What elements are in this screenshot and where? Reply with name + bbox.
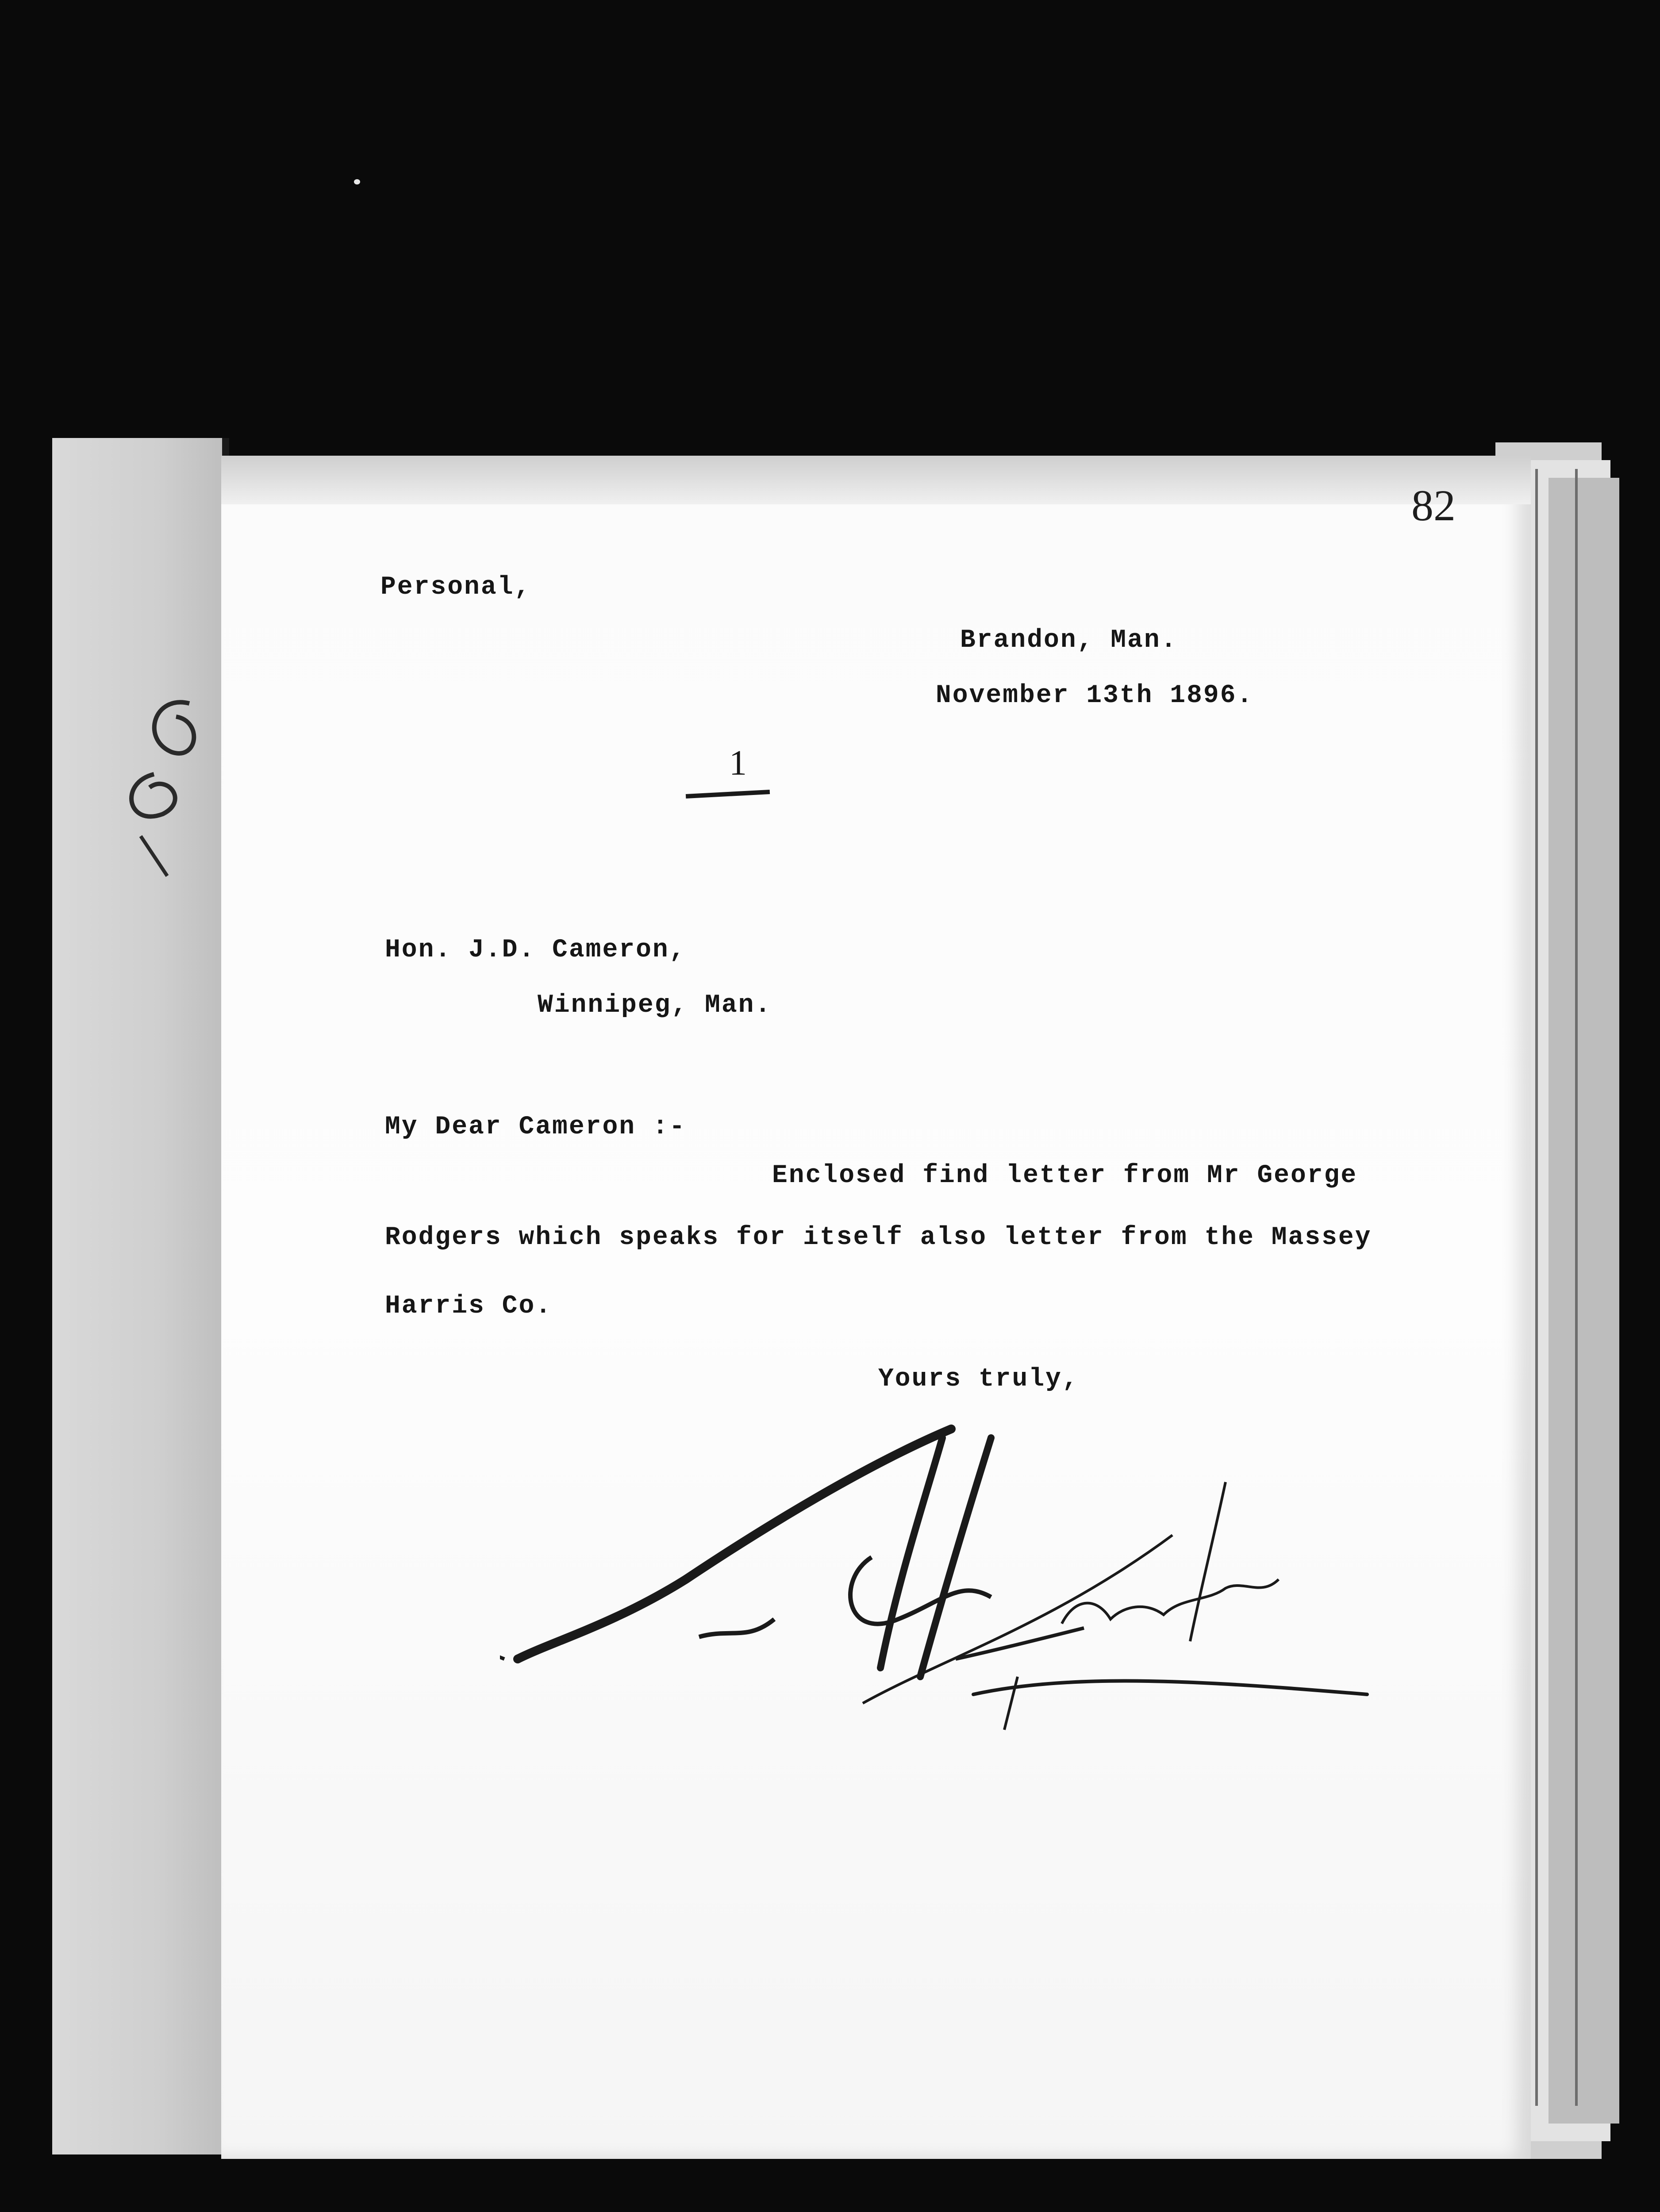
page-number: 82 [1411, 481, 1456, 530]
letter-date: November 13th 1896. [936, 681, 1254, 710]
handwritten-margin-mark [101, 668, 216, 889]
handwritten-signature [500, 1411, 1376, 1743]
film-speck [354, 179, 360, 184]
page-stack-line [1575, 469, 1578, 2106]
letter-closing: Yours truly, [878, 1365, 1079, 1394]
letter-heading: Personal, [380, 573, 531, 602]
left-binder-sheet [52, 438, 229, 2154]
letter-body-line: Enclosed find letter from Mr George [772, 1161, 1358, 1190]
letter-salutation: My Dear Cameron :- [385, 1113, 686, 1141]
letter-city: Winnipeg, Man. [538, 991, 772, 1020]
sheet-number: 1 [729, 744, 748, 783]
letter-addressee: Hon. J.D. Cameron, [385, 936, 686, 964]
letter-top-shadow [221, 456, 1531, 504]
letter-body-line: Rodgers which speaks for itself also letter from the Massey [385, 1223, 1372, 1252]
page-stack-edge [1549, 478, 1619, 2124]
page-stack-line [1535, 469, 1538, 2106]
letter-body-line: Harris Co. [385, 1292, 553, 1321]
letter-place: Brandon, Man. [960, 626, 1178, 655]
